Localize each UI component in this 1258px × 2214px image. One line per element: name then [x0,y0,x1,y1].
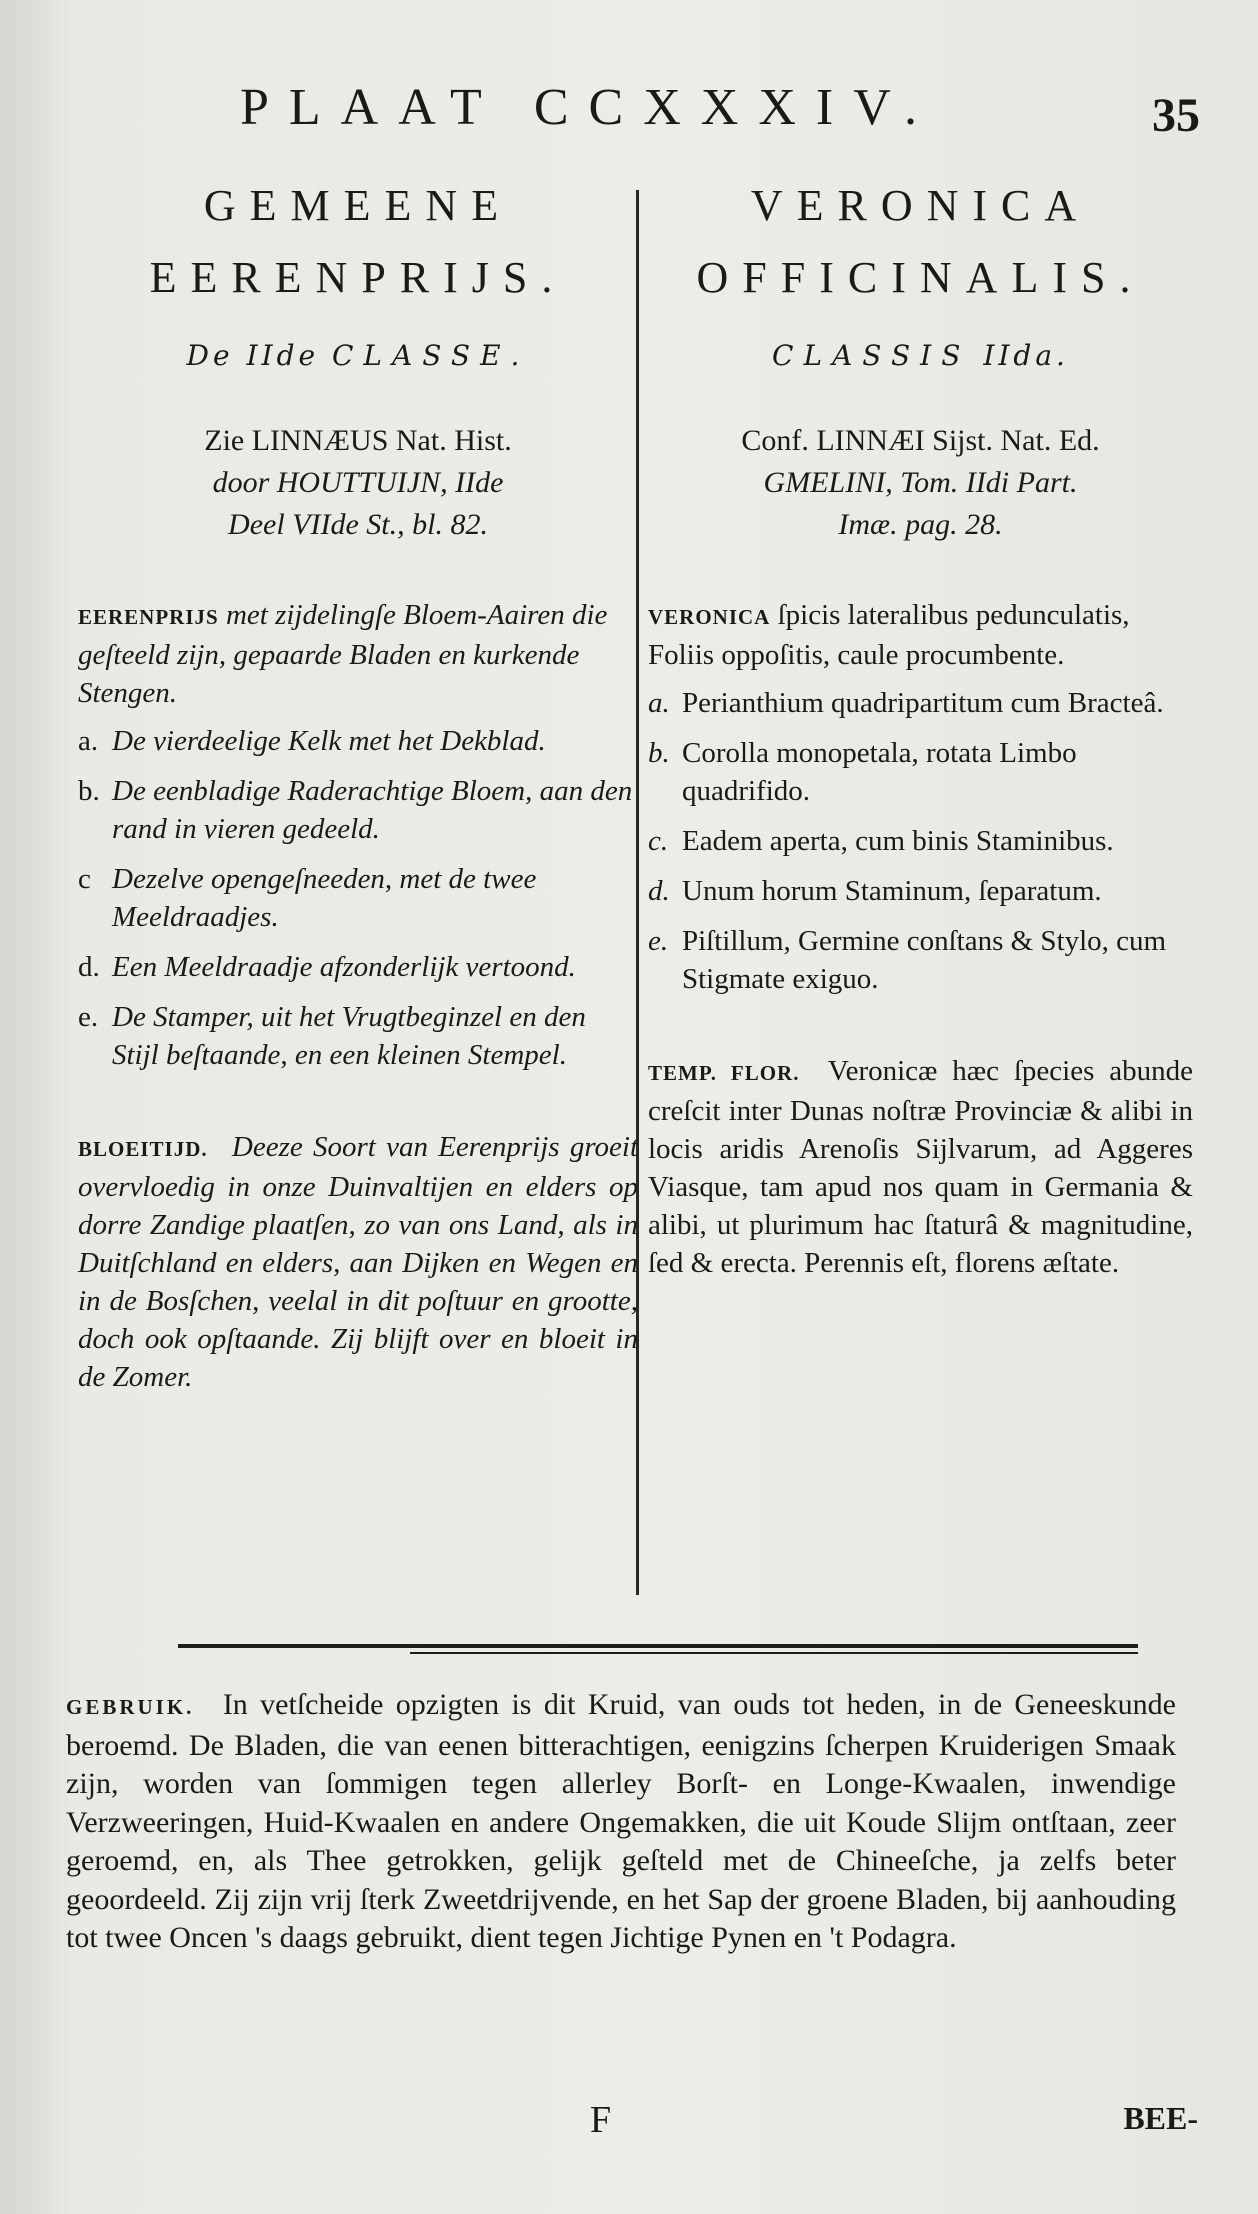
dutch-reference [78,420,638,546]
dutch-desc-body: met zijdelingſe Bloem-Aairen die geſteeld zijn, gepaarde Bladen en kurkende Stengen. [78,599,608,709]
list-item [648,872,1193,910]
section-rule [178,1644,1138,1648]
list-item [78,772,638,848]
item-text: Unum horum Staminum, ſeparatum. [682,875,1102,907]
list-item [78,722,638,760]
list-item [78,998,638,1074]
item-text: Perianthium quadripartitum cum Bracteâ. [682,687,1164,719]
usage-paragraph [66,1686,1176,1958]
dutch-flower-body: Deeze Soort van Eerenprijs groeit overvloedig in onze Duinvaltijen en elders op dorre Zandige plaatſen, zo van ons Land, als in Duitſchland en elders, aan Dijken en Wegen en in de Bosſchen, veelal in dit poſtuur en grootte, doch ook opſtaande. Zij blijft over en bloeit in de Zomer. [78,1131,639,1393]
item-mark: d. [78,951,100,983]
latin-flowering [648,1052,1193,1282]
item-text: Dezelve opengeſneeden, met de twee Meeldraadjes. [112,863,537,933]
latin-desc-body: ſpicis lateralibus pedunculatis, Foliis oppoſitis, caule procumbente. [648,599,1130,671]
dutch-flowering [78,1128,638,1396]
item-mark: a. [648,687,670,719]
list-item [648,822,1193,860]
item-mark: c. [648,825,669,857]
list-item [648,734,1193,810]
latin-figure-list [648,684,1193,998]
dutch-class-prefix: De IIde [186,339,320,372]
latin-column [648,170,1193,1282]
item-text: Corolla monopetala, rotata Limbo quadrifido. [682,737,1077,807]
item-mark: b. [648,737,670,769]
latin-flower-body: Veronicæ hæc ſpecies abunde creſcit inter Dunas noſtræ Provinciæ & alibi in locis aridis Arenoſis Sijlvarum, ad Aggeres Viasque, tam apud nos quam in Germania & alibi, ut plurimum hac ſtaturâ & magnitudine, ſed & erecta. Perennis eſt, florens æſtate. [648,1055,1193,1279]
list-item [78,948,638,986]
item-text: De eenbladige Raderachtige Bloem, aan den rand in vieren gedeeld. [112,775,633,845]
list-item [78,860,638,936]
latin-title-line1: VERONICA [750,181,1091,230]
page-number: 35 [1152,89,1200,142]
latin-class-word: CLASSIS [772,339,971,372]
page-header [0,78,1258,148]
item-mark: d. [648,875,670,907]
item-mark: b. [78,775,100,807]
latin-description [648,596,1193,674]
item-text: De Stamper, uit het Vrugtbeginzel en den Stijl beſtaande, en een kleinen Stempel. [112,1001,586,1071]
plate-title: PLAAT CCXXXIV. [240,79,938,136]
dutch-title-line1: GEMEENE [203,181,513,230]
latin-class-line [648,336,1193,376]
item-mark: c [78,863,91,895]
latin-flower-lead: TEMP. FLOR. [648,1061,800,1085]
dutch-flower-lead: BLOEITIJD. [78,1137,208,1161]
latin-class-suffix: IIda. [983,339,1069,372]
usage-body: In vetſcheide opzigten is dit Kruid, van ouds tot heden, in de Geneeskunde beroemd. De Bladen, die van eenen bitterachtigen, eenigzins ſcherpen Kruiderigen Smaak zijn, worden van ſommigen tegen allerley Borſt- en Longe-Kwaalen, inwendige Verzweeringen, Huid-Kwaalen en andere Ongemakken, die uit Koude Slijm ontſtaan, zeer geroemd, en, als Thee getrokken, gelijk geſteld met de Chineeſche, ja zelfs beter geoordeeld. Zij zijn vrij ſterk Zweetdrijvende, en het Sap der groene Bladen, bij aanhouding tot twee Oncen 's daags gebruikt, dient tegen Jichtige Pynen en 't Podagra. [66,1688,1176,1954]
item-text: De vierdeelige Kelk met het Dekblad. [112,725,546,757]
usage-lead: GEBRUIK. [66,1695,195,1719]
dutch-ref-line3: Deel VIIde St., bl. 82. [228,508,488,541]
item-text: Eadem aperta, cum binis Staminibus. [682,825,1114,857]
dutch-figure-list [78,722,638,1074]
latin-reference [648,420,1193,546]
latin-title-line2: OFFICINALIS. [696,253,1145,302]
item-mark: e. [78,1001,99,1033]
dutch-class-word: CLASSE. [332,339,530,372]
dutch-description [78,596,638,712]
item-text: Een Meeldraadje afzonderlijk vertoond. [112,951,576,983]
latin-ref-line3: Imæ. pag. 28. [838,508,1003,541]
item-text: Piſtillum, Germine conſtans & Stylo, cum Stigmate exiguo. [682,925,1167,995]
dutch-column [78,170,638,1396]
section-rule-thin [410,1652,1138,1654]
dutch-desc-lead: EERENPRIJS [78,605,219,629]
catchword: BEE- [1123,2100,1198,2136]
dutch-ref-line2: door HOUTTUIJN, IIde [212,466,504,499]
dutch-ref-line1: Zie LINNÆUS Nat. Hist. [204,424,512,457]
item-mark: a. [78,725,99,757]
list-item [648,922,1193,998]
dutch-class-line [78,336,638,376]
dutch-title-line2: EERENPRIJS. [149,253,567,302]
latin-desc-lead: VERONICA [648,605,771,629]
latin-ref-line2: GMELINI, Tom. IIdi Part. [763,466,1078,499]
latin-ref-line1: Conf. LINNÆI Sijst. Nat. Ed. [741,424,1100,457]
list-item [648,684,1193,722]
signature-mark: F [590,2099,612,2141]
item-mark: e. [648,925,669,957]
